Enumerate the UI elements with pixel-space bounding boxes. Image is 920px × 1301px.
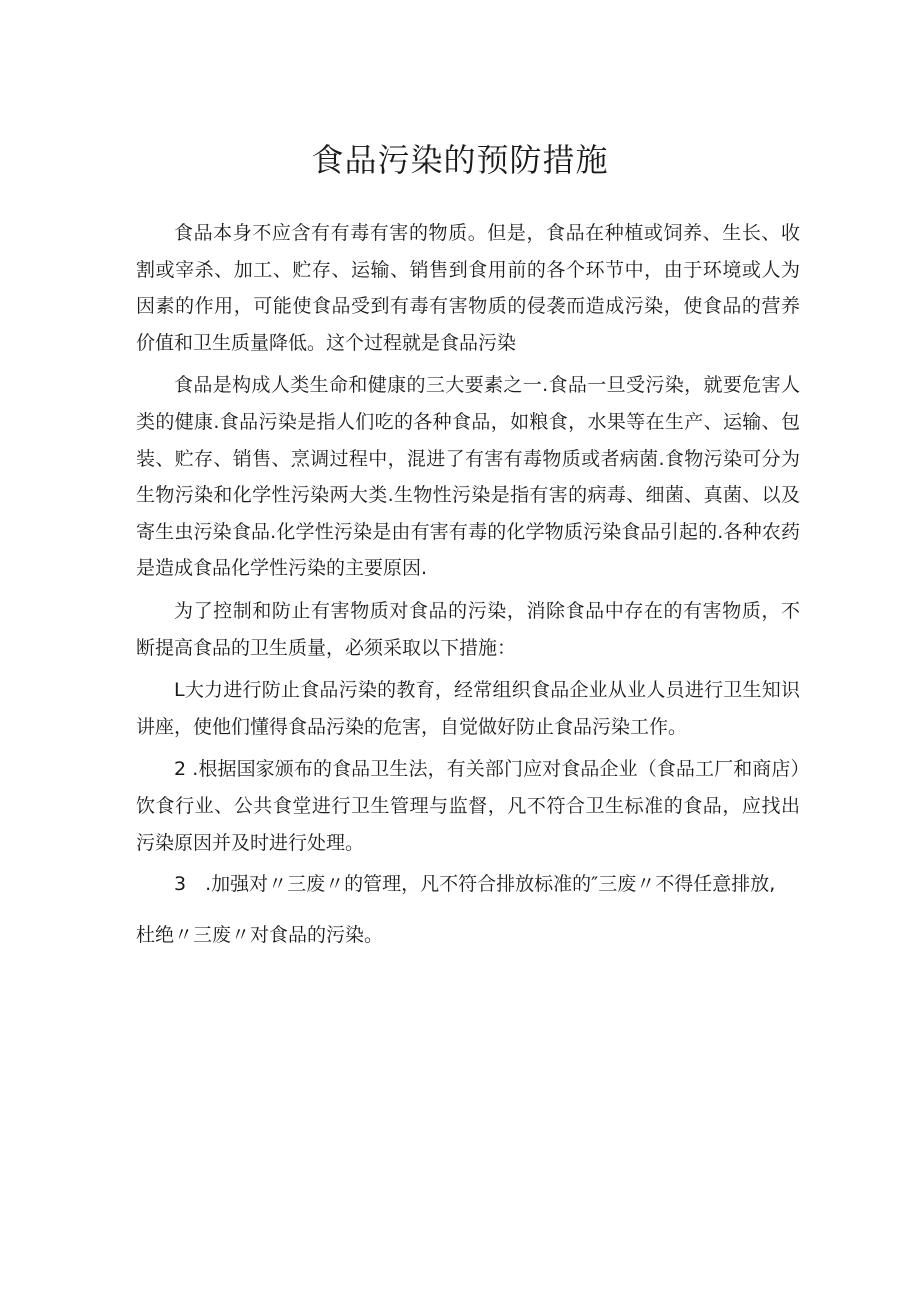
paragraph-intro: 食品本身不应含有有毒有害的物质。但是，食品在种植或饲养、生长、收割或宰杀、加工、贮存、运输、销售到食用前的各个环节中，由于环境或人为因素的作用，可能使食品受到有毒有害物质的侵袭而造成污染，使食品的营养价值和卫生质量降低。这个过程就是食品污染	[136, 222, 800, 354]
measure-item-3: 3 .加强对〃三废〃的管理，凡不符合排放标准的″三废〃不得任意排放,	[174, 873, 776, 896]
document-body	[136, 215, 800, 960]
paragraph-measures-intro: 为了控制和防止有害物质对食品的污染，消除食品中存在的有害物质，不断提高食品的卫生质量，必须采取以下措施：	[136, 599, 800, 659]
paragraph-definition: 食品是构成人类生命和健康的三大要素之一.食品一旦受污染，就要危害人类的健康.食品污染是指人们吃的各种食品，如粮食，水果等在生产、运输、包装、贮存、销售、烹调过程中，混进了有害有毒物质或者病菌.食物污染可分为生物污染和化学性污染两大类.生物性污染是指有害的病毒、细菌、真菌、以及寄生虫污染食品.化学性污染是由有害有毒的化学物质污染食品引起的.各种农药是造成食品化学性污染的主要原因.	[136, 374, 800, 580]
measure-item-2: 2 .根据国家颁布的食品卫生法，有关部门应对食品企业（食品工厂和商店）饮食行业、公共食堂进行卫生管理与监督，凡不符合卫生标准的食品，应找出污染原因并及时进行处理。	[136, 758, 800, 854]
document-title: 食品污染的预防措施	[311, 141, 609, 179]
measure-item-1: L大力进行防止食品污染的教育，经常组织食品企业从业人员进行卫生知识讲座，使他们懂得食品污染的危害，自觉做好防止食品污染工作。	[136, 679, 800, 738]
measure-item-3-continuation: 杜绝〃三废〃对食品的污染。	[136, 924, 384, 947]
